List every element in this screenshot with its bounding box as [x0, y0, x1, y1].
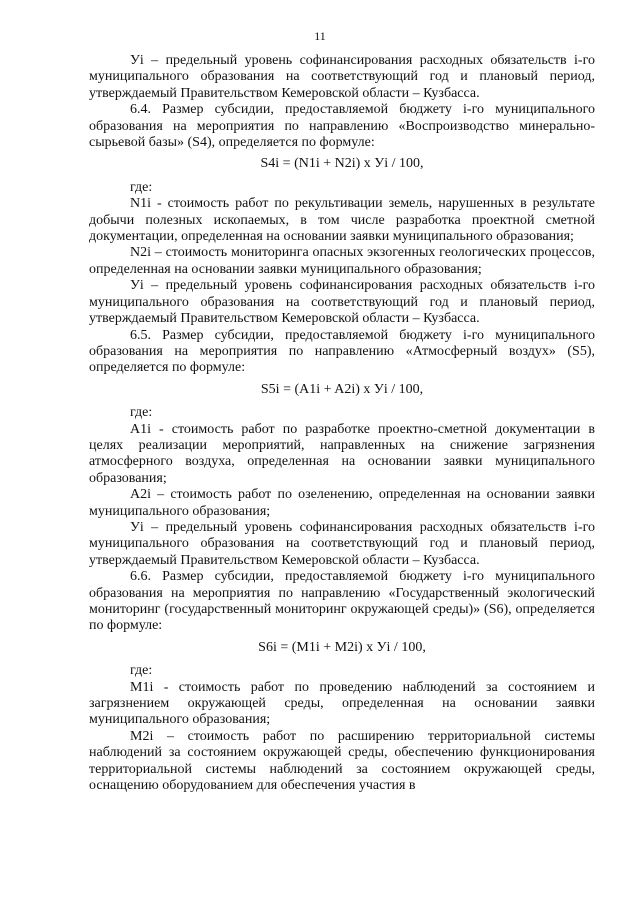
- paragraph: M2i – стоимость работ по расширению территориальной системы наблюдений за состоянием окружающей среды, обеспечению функционирования территориальной системы наблюдений за состоянием окружающей среды, оснащению оборудованием для обеспечения участия в: [89, 728, 595, 794]
- paragraph: Уi – предельный уровень софинансирования расходных обязательств i-го муниципального образования на соответствующий год и плановый период, утверждаемый Правительством Кемеровской области – Кузбасса.: [89, 278, 595, 327]
- paragraph: 6.6. Размер субсидии, предоставляемой бюджету i-го муниципального образования на мероприятия по направлению «Государственный экологический мониторинг (государственный мониторинг окружающей среды)» (S6), определяется по формуле:: [89, 569, 595, 634]
- paragraph: 6.4. Размер субсидии, предоставляемой бюджету i-го муниципального образования на мероприятия по направлению «Воспроизводство минерально-сырьевой базы» (S4), определяется по формуле:: [89, 102, 595, 151]
- where-label: где:: [130, 405, 153, 421]
- formula: S5i = (A1i + A2i) x Уi / 100,: [260, 381, 424, 397]
- paragraph: A1i - стоимость работ по разработке проектно-сметной документации в целях реализации мероприятий, направленных на снижение загрязнения атмосферного воздуха, определенная на основании заявки муниципального образования;: [89, 421, 595, 486]
- document-body: [89, 53, 595, 794]
- paragraph: Уi – предельный уровень софинансирования расходных обязательств i-го муниципального образования на соответствующий год и плановый период, утверждаемый Правительством Кемеровской области – Кузбасса.: [89, 53, 595, 101]
- paragraph: N2i – стоимость мониторинга опасных экзогенных геологических процессов, определенная на основании заявки муниципального образования;: [89, 245, 595, 277]
- where-label: где:: [130, 663, 153, 679]
- paragraph: 6.5. Размер субсидии, предоставляемой бюджету i-го муниципального образования на мероприятия по направлению «Атмосферный воздух» (S5), определяется по формуле:: [89, 327, 595, 376]
- formula: S4i = (N1i + N2i) x Уi / 100,: [260, 156, 424, 172]
- paragraph: A2i – стоимость работ по озеленению, определенная на основании заявки муниципального образования;: [89, 487, 595, 519]
- where-label: где:: [130, 179, 153, 195]
- paragraph: M1i - стоимость работ по проведению наблюдений за состоянием и загрязнением окружающей среды, определенная на основании заявки муниципального образования;: [89, 679, 595, 728]
- paragraph: N1i - стоимость работ по рекультивации земель, нарушенных в результате добычи полезных ископаемых, в том числе разработка проектной сметной документации, определенная на основании заявки муниципального образования;: [89, 196, 595, 245]
- page-number: 11: [314, 29, 326, 43]
- paragraph: Уi – предельный уровень софинансирования расходных обязательств i-го муниципального образования на соответствующий год и плановый период, утверждаемый Правительством Кемеровской области – Кузбасса.: [89, 519, 595, 568]
- formula: S6i = (M1i + M2i) x Уi / 100,: [258, 639, 426, 655]
